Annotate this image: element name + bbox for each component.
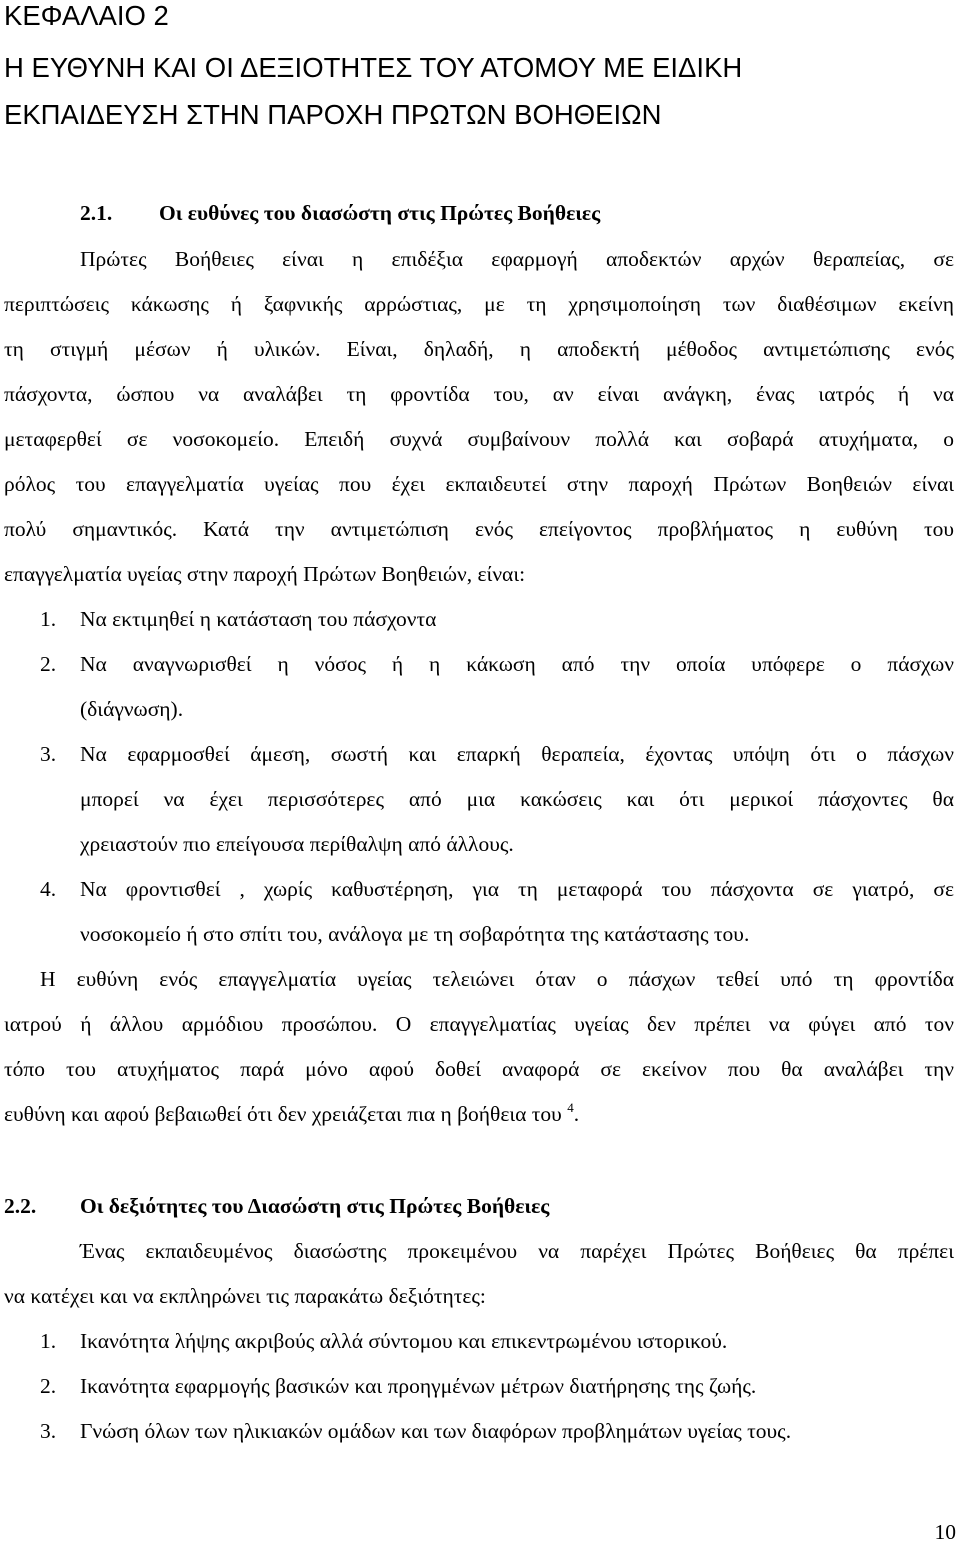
list-item-number: 1. [40, 1329, 57, 1353]
list-item-number: 2. [40, 1374, 57, 1398]
list-item-text: Να εκτιμηθεί η κατάσταση του πάσχοντα [80, 607, 437, 631]
section-2-number: 2.2. [4, 1194, 37, 1218]
sentence-end: . [573, 1102, 580, 1126]
list-item-number: 1. [40, 607, 57, 631]
list-item-text: Να φροντισθεί , χωρίς καθυστέρηση, για τη μεταφορά του πάσχοντα σε γιατρό, σε [80, 877, 954, 901]
section-1-para-2-line-3: τόπο του ατυχήματος παρά μόνο αφού δοθεί αναφορά σε εκείνον που θα αναλάβει την [4, 1057, 954, 1081]
list-item-number: 2. [40, 652, 57, 676]
section-2-para-line-2: να κατέχει και να εκπληρώνει τις παρακάτω δεξιότητες: [4, 1284, 486, 1308]
section-1-para-1-line-8: επαγγελματία υγείας στην παροχή Πρώτων Βοηθειών, είναι: [4, 562, 526, 586]
section-2-para-line-1: Ένας εκπαιδευμένος διασώστης προκειμένου να παρέχει Πρώτες Βοήθειες θα πρέπει [80, 1239, 954, 1263]
chapter-title-line-2: ΕΚΠΑΙΔΕΥΣΗ ΣΤΗΝ ΠΑΡΟΧΗ ΠΡΩΤΩΝ ΒΟΗΘΕΙΩΝ [4, 99, 662, 130]
section-1-para-2-line-4 [4, 1100, 580, 1128]
section-1-para-1-line-1: Πρώτες Βοήθειες είναι η επιδέξια εφαρμογή αποδεκτών αρχών θεραπείας, σε [80, 247, 954, 271]
para-text: ευθύνη και αφού βεβαιωθεί ότι δεν χρειάζεται πια η βοήθεια του [4, 1102, 562, 1126]
section-1-para-1-line-5: μεταφερθεί σε νοσοκομείο. Επειδή συχνά συμβαίνουν πολλά και σοβαρά ατυχήματα, ο [4, 427, 954, 451]
section-1-para-1-line-6: ρόλος του επαγγελματία υγείας που έχει εκπαιδευτεί στην παροχή Πρώτων Βοηθειών είναι [4, 472, 954, 496]
section-1-para-1-line-2: περιπτώσεις κάκωσης ή ξαφνικής αρρώστιας, με τη χρησιμοποίηση των διαθέσιμων εκείνη [4, 292, 954, 316]
section-1-para-1-line-4: πάσχοντα, ώσπου να αναλάβει τη φροντίδα του, αν είναι ανάγκη, ένας ιατρός ή να [4, 382, 954, 406]
list-item-text: νοσοκομείο ή στο σπίτι του, ανάλογα με τη σοβαρότητα της κατάστασης του. [80, 922, 750, 946]
chapter-title-line-1: Η ΕΥΘΥΝΗ ΚΑΙ ΟΙ ΔΕΞΙΟΤΗΤΕΣ ΤΟΥ ΑΤΟΜΟΥ ΜΕ ΕΙΔΙΚΗ [4, 52, 743, 83]
section-1-para-2-line-1: Η ευθύνη ενός επαγγελματία υγείας τελειώνει όταν ο πάσχων τεθεί υπό τη φροντίδα [40, 967, 954, 991]
section-1-para-1-line-3: τη στιγμή μέσων ή υλικών. Είναι, δηλαδή, η αποδεκτή μέθοδος αντιμετώπισης ενός [4, 337, 954, 361]
list-item-text: Να εφαρμοσθεί άμεση, σωστή και επαρκή θεραπεία, έχοντας υπόψη ότι ο πάσχων [80, 742, 954, 766]
list-item-number: 3. [40, 742, 57, 766]
section-1-number: 2.1. [80, 201, 113, 225]
section-1-title: Οι ευθύνες του διασώστη στις Πρώτες Βοήθειες [159, 201, 601, 225]
chapter-label: ΚΕΦΑΛΑΙΟ 2 [4, 0, 169, 31]
list-item-text: μπορεί να έχει περισσότερες από μια κακώσεις και ότι μερικοί πάσχοντες θα [80, 787, 954, 811]
section-1-para-1-line-7: πολύ σημαντικός. Κατά την αντιμετώπιση ενός επείγοντος προβλήματος η ευθύνη του [4, 517, 954, 541]
list-item-number: 3. [40, 1419, 57, 1443]
list-item-text: Να αναγνωρισθεί η νόσος ή η κάκωση από την οποία υπόφερε ο πάσχων [80, 652, 954, 676]
footnote-reference[interactable]: 4 [567, 1100, 574, 1115]
list-item-text: Γνώση όλων των ηλικιακών ομάδων και των διαφόρων προβλημάτων υγείας τους. [80, 1419, 792, 1443]
list-item-text: Ικανότητα εφαρμογής βασικών και προηγμένων μέτρων διατήρησης της ζωής. [80, 1374, 757, 1398]
list-item-number: 4. [40, 877, 57, 901]
list-item-text: Ικανότητα λήψης ακριβούς αλλά σύντομου και επικεντρωμένου ιστορικού. [80, 1329, 728, 1353]
list-item-text: χρειαστούν πιο επείγουσα περίθαλψη από άλλους. [80, 832, 514, 856]
section-2-title: Οι δεξιότητες του Διασώστη στις Πρώτες Βοήθειες [80, 1194, 550, 1218]
list-item-text: (διάγνωση). [80, 697, 184, 721]
page-number: 10 [934, 1520, 956, 1544]
section-1-para-2-line-2: ιατρού ή άλλου αρμόδιου προσώπου. Ο επαγγελματίας υγείας δεν πρέπει να φύγει από τον [4, 1012, 954, 1036]
